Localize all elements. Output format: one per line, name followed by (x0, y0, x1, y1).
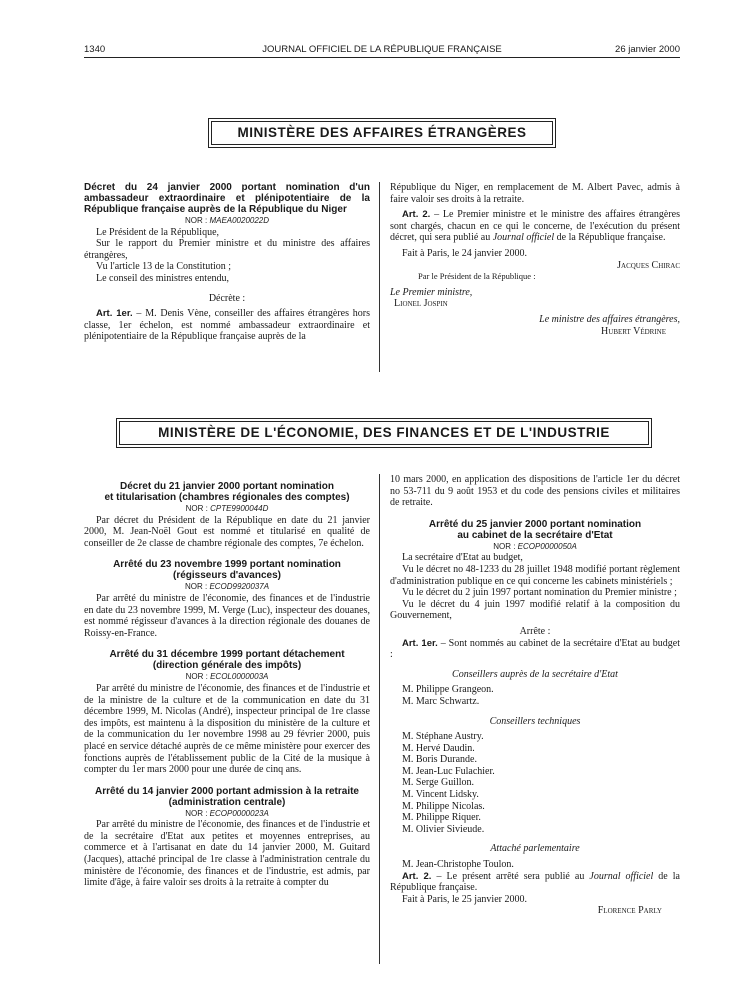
visa-line: Vu l'article 13 de la Constitution ; (96, 261, 232, 273)
ministry-heading-economie (116, 418, 652, 448)
group1-list (390, 684, 680, 707)
signer-name: Jacques Chirac (617, 259, 680, 271)
decrete-label: Décrète : (208, 292, 246, 304)
ministry-heading-affaires-etrangeres (208, 118, 556, 148)
list-item: M. Serge Guillon. (402, 777, 475, 789)
list-item: M. Olivier Sivieude. (402, 823, 485, 835)
done-at: Fait à Paris, le 25 janvier 2000. (402, 893, 527, 905)
par-le-president: Par le Président de la République : (418, 271, 536, 282)
list-item: M. Marc Schwartz. (402, 695, 480, 707)
list-item: M. Vincent Lidsky. (402, 789, 479, 801)
issue-date: 26 janvier 2000 (615, 44, 680, 55)
column-divider (379, 182, 380, 372)
nor-reference: NOR : ECOP0000050A (493, 541, 577, 551)
nor-reference: NOR : MAEA0020022D (184, 216, 270, 225)
visa-line: Le conseil des ministres entendu, (96, 272, 230, 284)
list-item: M. Philippe Nicolas. (402, 800, 485, 812)
d3-text: Par arrêté du ministre de l'économie, des finances et de l'industrie et de la ministre de la culture et de la communication en date du 31 décembre 1999, M. Nicolas (André), inspecteur principal de 1re classe des impôts, est maintenu à la disposition du ministère de la culture et de la communication du 1er novembre 1998 au 29 février 2000, puis placé en service détaché auprès de ce même ministère pour exercer des fonctions auprès de l'établissement public de la Cité de la musique à compter du 1er mars 2000 pour une durée de cinq ans. (84, 682, 370, 776)
list-item: M. Philippe Grangeon. (402, 684, 494, 696)
d4-text: Par arrêté du ministre de l'économie, des finances et de l'industrie et de la secrétaire d'Etat aux petites et moyennes entreprises, au commerce et à l'artisanat en date du 14 janvier 2000, M. Guitard (Jacques), attaché principal de 1re classe à l'administration centrale du ministère de l'économie, des finances et de l'industrie, est admis, par limite d'âge, à faire valoir ses droits à la retraite à compter du (84, 819, 370, 889)
journal-title: JOURNAL OFFICIEL DE LA RÉPUBLIQUE FRANÇAISE (262, 44, 502, 55)
done-at: Fait à Paris, le 24 janvier 2000. (402, 247, 527, 259)
nor-reference: NOR : ECOL0000003A (185, 672, 269, 682)
column-divider (379, 474, 380, 964)
list-item: M. Hervé Daudin. (402, 742, 475, 754)
d3-title: Arrêté du 31 décembre 1999 portant détachement (direction générale des impôts) (109, 649, 345, 672)
list-item: M. Jean-Christophe Toulon. (402, 859, 514, 871)
visa-line: La secrétaire d'Etat au budget, (402, 552, 523, 564)
decree-title: Décret du 24 janvier 2000 portant nomination d'un ambassadeur extraordinaire et plénipotentiaire de la République française auprès de la République du Niger (84, 182, 370, 215)
list-item: M. Jean-Luc Fulachier. (402, 765, 495, 777)
visa-line: Vu le décret du 4 juin 1997 modifié relatif à la composition du Gouvernement, (390, 598, 680, 622)
arrete-label: Arrête : (519, 625, 551, 637)
ministry-heading-text: MINISTÈRE DES AFFAIRES ÉTRANGÈRES (211, 121, 553, 145)
list-item: M. Philippe Riquer. (402, 812, 481, 824)
section2-right-column (390, 474, 680, 917)
nor-reference: NOR : ECOP0000023A (185, 808, 269, 818)
d2-title: Arrêté du 23 novembre 1999 portant nomination (régisseurs d'avances) (113, 559, 341, 582)
nor-reference: NOR : CPTE9900044D (185, 504, 269, 513)
ministry-heading-text: MINISTÈRE DE L'ÉCONOMIE, DES FINANCES ET DE L'INDUSTRIE (119, 421, 649, 445)
article-2: Art. 2. – Le présent arrêté sera publié au Journal officiel de la République française. (390, 870, 680, 894)
minister-title: Le ministre des affaires étrangères, (539, 313, 680, 325)
group-heading-attache: Attaché parlementaire (490, 843, 580, 855)
section1-left-column (84, 182, 370, 343)
list-item: M. Boris Durande. (402, 754, 477, 766)
article-1: Art. 1er. – Sont nommés au cabinet de la secrétaire d'Etat au budget : (390, 637, 680, 661)
d2-text: Par arrêté du ministre de l'économie, des finances et de l'industrie en date du 23 novembre 1999, M. Verge (Luc), inspecteur des douanes, est nommé régisseur d'avances à la direction régionale des douanes de Roissy-en-France. (84, 592, 370, 639)
minister-name: Hubert Védrine (601, 325, 666, 337)
visa-line: Sur le rapport du Premier ministre et du ministre des affaires étrangères, (84, 238, 370, 261)
list-item: M. Stéphane Austry. (402, 731, 484, 743)
d4-title: Arrêté du 14 janvier 2000 portant admission à la retraite (administration centrale) (95, 785, 359, 808)
visa-line: Vu le décret du 2 juin 1997 portant nomination du Premier ministre ; (402, 587, 677, 599)
group-heading-techniques: Conseillers techniques (489, 715, 581, 727)
d4-text-continuation: 10 mars 2000, en application des dispositions de l'article 1er du décret no 53-711 du 9 août 1953 et du code des pensions civiles et militaires de retraite. (390, 474, 680, 509)
d1-title: Décret du 21 janvier 2000 portant nomination et titularisation (chambres régionales des comptes) (104, 481, 350, 503)
d5-title: Arrêté du 25 janvier 2000 portant nomination au cabinet de la secrétaire d'Etat (428, 518, 642, 541)
visa-line: Vu le décret no 48-1233 du 28 juillet 1948 modifié portant règlement d'administration publique en ce qui concerne les cabinets ministériels ; (390, 563, 680, 587)
d1-text: Par décret du Président de la République en date du 21 janvier 2000, M. Jean-Noël Gout est nommé et titularisé en qualité de conseiller de 2e classe de chambre régionale des comptes, 7e échelon. (84, 514, 370, 549)
article-2: Art. 2. – Le Premier ministre et le ministre des affaires étrangères sont chargés, chacun en ce qui le concerne, de l'exécution du présent décret, qui sera publié au Journal officiel de la République française. (390, 209, 680, 244)
signer-name: Florence Parly (597, 905, 662, 917)
group-heading-conseillers: Conseillers auprès de la secrétaire d'Etat (452, 668, 618, 680)
nor-reference: NOR : ECOD9920037A (184, 582, 270, 592)
group2-list (390, 731, 680, 835)
pm-name: Lionel Jospin (394, 298, 448, 310)
visa-line: Le Président de la République, (96, 226, 220, 238)
section2-left-column (84, 481, 370, 889)
article-1-continuation: République du Niger, en remplacement de M. Albert Pavec, admis à faire valoir ses droits à la retraite. (390, 182, 680, 205)
running-header (84, 44, 680, 58)
article-1: Art. 1er. – M. Denis Vène, conseiller des affaires étrangères hors classe, 1er échelon, est nommé ambassadeur extraordinaire et plénipotentiaire de la République française auprès de la (84, 308, 370, 343)
pm-title: Le Premier ministre, (390, 286, 473, 298)
page-number: 1340 (84, 44, 106, 55)
section1-right-column (390, 182, 680, 337)
